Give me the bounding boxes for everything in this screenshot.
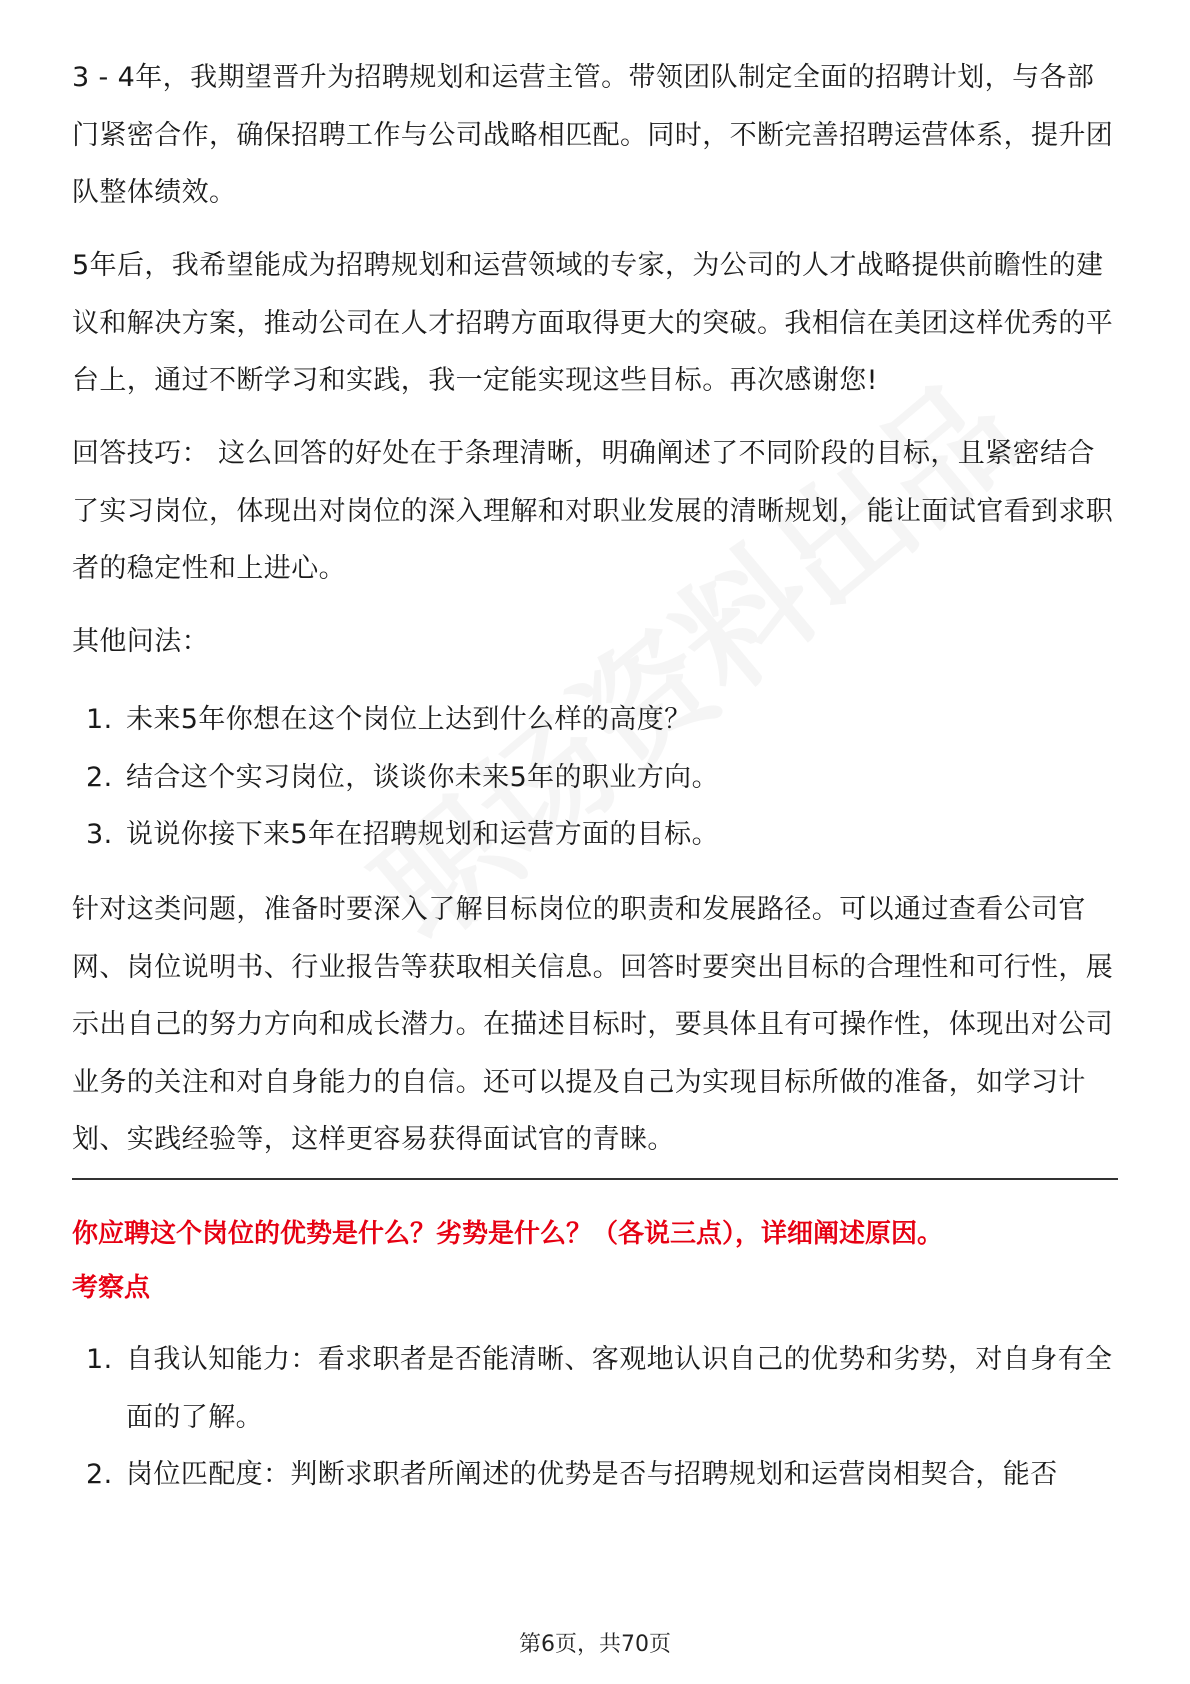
list-item: 2. 结合这个实习岗位，谈谈你未来5年的职业方向。 — [86, 761, 719, 793]
list-item: 3. 说说你接下来5年在招聘规划和运营方面的目标。 — [86, 819, 719, 850]
assessment-points-heading: 考察点 — [72, 1273, 151, 1303]
paragraph-other-questions-label: 其他问法： — [72, 626, 209, 657]
other-questions-list — [72, 691, 1118, 864]
list-item: 1. 未来5年你想在这个岗位上达到什么样的高度？ — [86, 704, 692, 735]
list-item: 2. 岗位匹配度：判断求职者所阐述的优势是否与招聘规划和运营岗相契合，能否 — [86, 1459, 1058, 1490]
paragraph-3-4-years: 3 - 4年，我期望晋升为招聘规划和运营主管。带领团队制定全面的招聘计划，与各部门紧密合作，确保招聘工作与公司战略相匹配。同时，不断完善招聘运营体系，提升团队整体绩效。 — [72, 62, 1114, 208]
paragraph-answer-tips: 回答技巧： 这么回答的好处在于条理清晰，明确阐述了不同阶段的目标，且紧密结合了实习岗位，体现出对岗位的深入理解和对职业发展的清晰规划，能让面试官看到求职者的稳定性和上进心。 — [72, 438, 1114, 584]
paragraph-5-years: 5年后，我希望能成为招聘规划和运营领域的专家，为公司的人才战略提供前瞻性的建议和解决方案，推动公司在人才招聘方面取得更大的突破。我相信在美团这样优秀的平台上，通过不断学习和实践，我一定能实现这些目标。再次感谢您! — [72, 250, 1114, 396]
paragraph-preparation-advice: 针对这类问题，准备时要深入了解目标岗位的职责和发展路径。可以通过查看公司官网、岗位说明书、行业报告等获取相关信息。回答时要突出目标的合理性和可行性，展示出自己的努力方向和成长潜力。在描述目标时，要具体且有可操作性，体现出对公司业务的关注和对自身能力的自信。还可以提及自己为实现目标所做的准备，如学习计划、实践经验等，这样更容易获得面试官的青睐。 — [72, 894, 1114, 1155]
section-divider — [72, 1178, 1118, 1180]
question-title: 你应聘这个岗位的优势是什么？劣势是什么？（各说三点），详细阐述原因。 — [72, 1219, 944, 1249]
list-item: 1. 自我认知能力：看求职者是否能清晰、客观地认识自己的优势和劣势，对自身有全面的了解。 — [86, 1344, 1113, 1433]
assessment-points-list — [72, 1331, 1118, 1504]
page-number-footer: 第6页，共70页 — [519, 1632, 671, 1657]
